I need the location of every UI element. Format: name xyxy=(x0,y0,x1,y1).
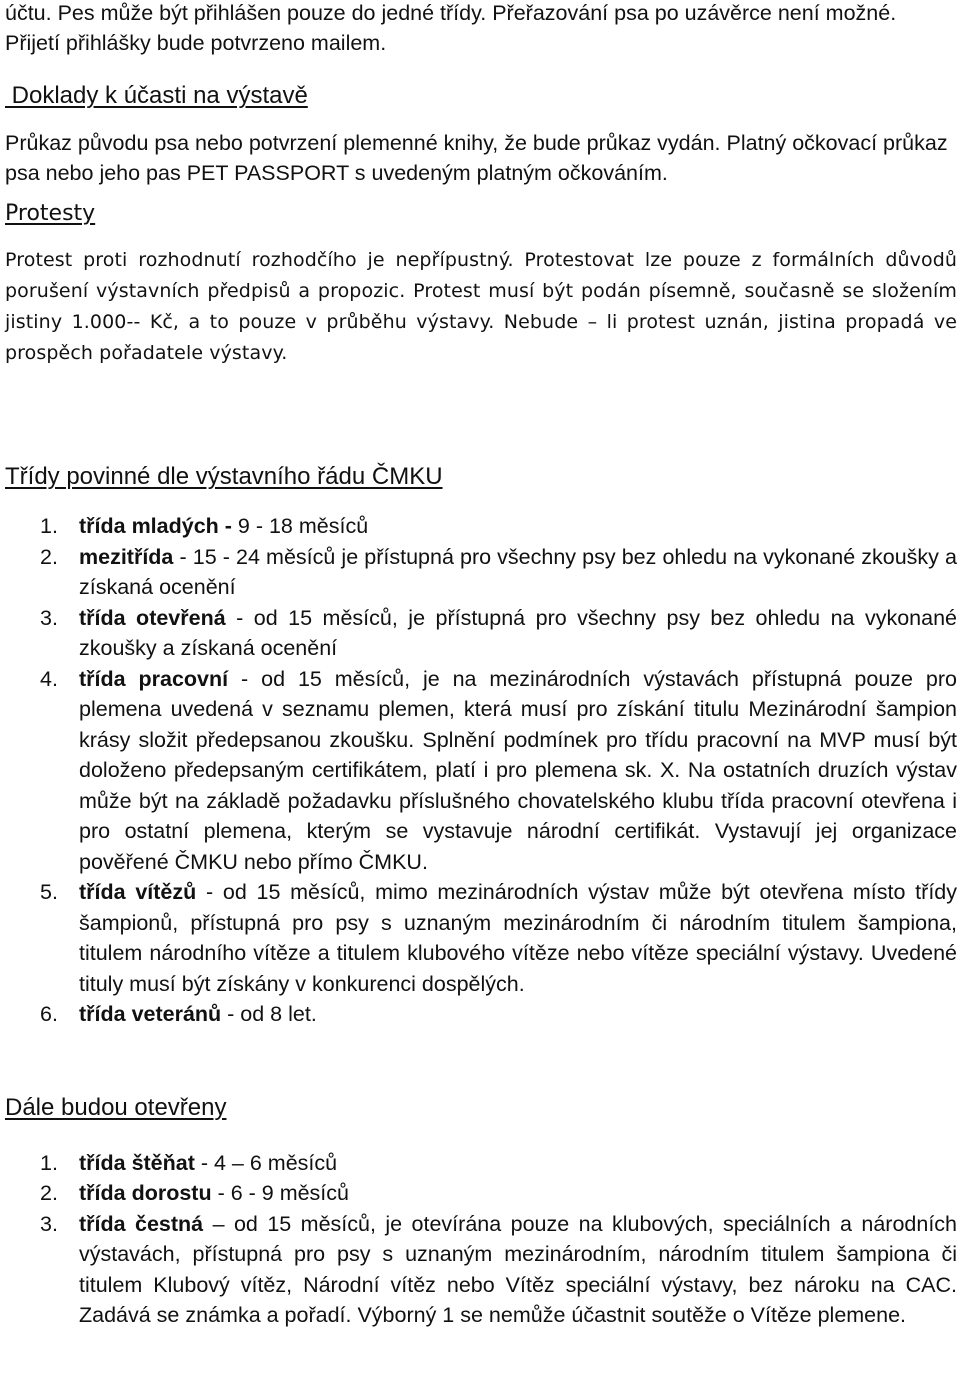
list-number: 1. xyxy=(40,1150,58,1175)
class-description: – od 15 měsíců, je otevírána pouze na klubových, speciálních a národních výstavách, přístupná pro psy s uznaným mezinárodním, národním titulem šampiona či titulem Klubový vítěz, Národní vítěz nebo Vítěz speciální výstavy, bez nároku na CAC. Zadává se známka a pořadí. Výborný 1 se nemůže účastnit soutěže o Vítěze plemene. xyxy=(79,1211,958,1327)
protesty-paragraph: Protest proti rozhodnutí rozhodčího je nepřípustný. Protestovat lze pouze z formálních důvodů porušení výstavních předpisů a propozic. Protest musí být podán písemně, současně se složením jistiny 1.000-- Kč, a to pouze v průběhu výstavy. Nebude – li protest uznán, jistina propadá ve prospěch pořadatele výstavy. xyxy=(5,249,957,364)
list-item xyxy=(5,542,957,603)
class-name: třída veteránů xyxy=(79,1002,222,1026)
list-item xyxy=(5,1209,957,1331)
class-description: - od 15 měsíců, je přístupná pro všechny psy bez ohledu na vykonané zkoušky a získaná ocenění xyxy=(79,605,958,660)
list-number: 2. xyxy=(40,1181,58,1205)
list-item xyxy=(5,999,957,1030)
list-number: 4. xyxy=(40,666,58,691)
intro-line-2: Přijetí přihlášky bude potvrzeno mailem. xyxy=(5,31,387,55)
intro-paragraph xyxy=(5,0,957,58)
class-name: třída pracovní xyxy=(79,666,229,691)
dale-heading: Dále budou otevřeny xyxy=(5,1093,227,1121)
class-description: - 4 – 6 měsíců xyxy=(194,1150,338,1175)
class-description: 9 - 18 měsíců xyxy=(231,514,369,538)
doklady-heading: Doklady k účasti na výstavě xyxy=(5,82,308,109)
class-name: třída čestná xyxy=(79,1211,204,1236)
list-number: 3. xyxy=(40,1211,58,1236)
tridy-heading: Třídy povinné dle výstavního řádu ČMKU xyxy=(5,463,443,490)
list-item xyxy=(5,1148,957,1179)
class-description: - od 15 měsíců, je na mezinárodních výstavách přístupná pouze pro plemena uvedená v seznamu plemen, která musí pro získání titulu Mezinárodní šampion krásy složit předepsanou zkoušku. Splnění podmínek pro třídu pracovní na MVP musí být doloženo předepsaným certifikátem, platí i pro plemena sk. X. Na ostatních druzích výstav může být na základě požadavku příslušného chovatelského klubu třída pracovní otevřena i pro ostatní plemena, kterým se vystavuje národní certifikát. Vystavují jej organizace pověřené ČMKU nebo přímo ČMKU. xyxy=(79,666,957,874)
list-item xyxy=(5,877,957,999)
class-description: - od 8 let. xyxy=(221,1002,317,1026)
tridy-list xyxy=(5,511,957,1030)
class-description: - od 15 měsíců, mimo mezinárodních výstav může být otevřena místo třídy šampionů, přístupná pro psy s uznaným mezinárodním či národním titulem šampiona, titulem národního vítěze a titulem klubového vítěze nebo vítěze speciální výstavy. Uvedené tituly musí být získány v konkurenci dospělých. xyxy=(79,880,957,996)
document-page xyxy=(5,0,957,1331)
list-number: 2. xyxy=(40,544,58,569)
list-item xyxy=(5,603,957,664)
list-number: 5. xyxy=(40,880,58,904)
class-description: - 15 - 24 měsíců je přístupná pro všechny psy bez ohledu na vykonané zkoušky a získaná ocenění xyxy=(79,544,957,599)
list-item xyxy=(5,664,957,878)
class-name: třída mladých - xyxy=(79,514,232,538)
class-name: mezitřída xyxy=(79,544,174,569)
list-number: 6. xyxy=(40,1002,58,1026)
class-description: - 6 - 9 měsíců xyxy=(211,1181,349,1205)
list-number: 3. xyxy=(40,605,58,630)
class-name: třída štěňat xyxy=(79,1150,195,1175)
list-item xyxy=(5,1178,957,1209)
class-name: třída dorostu xyxy=(79,1181,212,1205)
class-name: třída vítězů xyxy=(79,880,197,904)
dale-list xyxy=(5,1148,957,1331)
list-number: 1. xyxy=(40,514,58,538)
list-item xyxy=(5,511,957,542)
doklady-paragraph: Průkaz původu psa nebo potvrzení plemenné knihy, že bude průkaz vydán. Platný očkovací průkaz psa nebo jeho pas PET PASSPORT s uvedeným platným očkováním. xyxy=(5,131,948,185)
protesty-heading: Protesty xyxy=(5,201,96,226)
intro-line-1: účtu. Pes může být přihlášen pouze do jedné třídy. Přeřazování psa po uzávěrce není možné. xyxy=(5,1,897,25)
class-name: třída otevřená xyxy=(79,605,226,630)
